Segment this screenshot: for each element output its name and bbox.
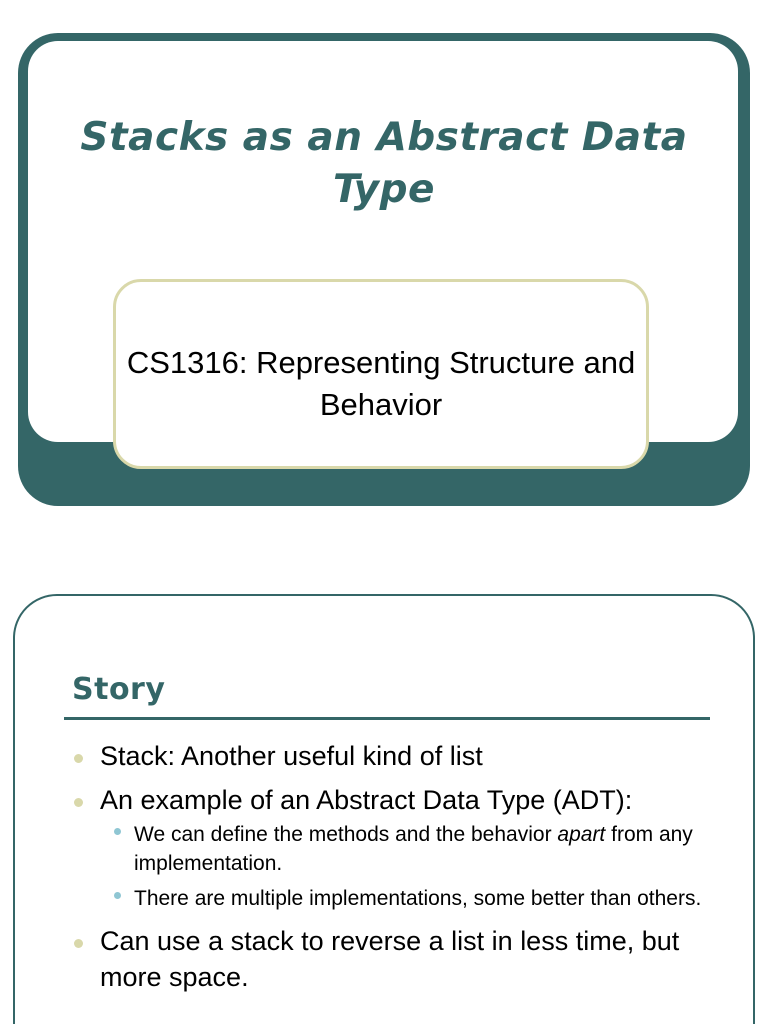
slide-title: Stacks as an Abstract Data Type [80,115,688,212]
bullet-item [66,782,726,818]
sub-bullet-text: There are multiple implementations, some better than others. [134,887,702,910]
sub-bullet-text-continued: from any implementation. [134,823,693,875]
sub-bullet-text: We can define the methods and the behavior [134,823,558,846]
slide-subtitle: CS1316: Representing Structure and Behavior [126,345,636,422]
sub-bullet-emphasis: apart [557,823,606,846]
sub-bullet-item [66,884,726,913]
subtitle-box [113,279,649,469]
bullet-dot-icon [74,798,83,807]
bullet-text: Can use a stack to reverse a list in less time, but more space. [100,926,680,992]
sub-bullet-item [66,820,726,878]
bullet-item [66,738,726,774]
bullet-list [66,738,726,1003]
bullet-dot-icon [74,754,83,763]
sub-bullet-dot-icon [114,828,121,835]
slide-heading: Story [72,672,166,707]
heading-divider [64,717,710,720]
bullet-dot-icon [74,939,83,948]
sub-bullet-dot-icon [114,892,121,899]
bullet-item [66,923,726,995]
bullet-text: An example of an Abstract Data Type (ADT): [100,785,633,815]
bullet-text: Stack: Another useful kind of list [100,741,483,771]
